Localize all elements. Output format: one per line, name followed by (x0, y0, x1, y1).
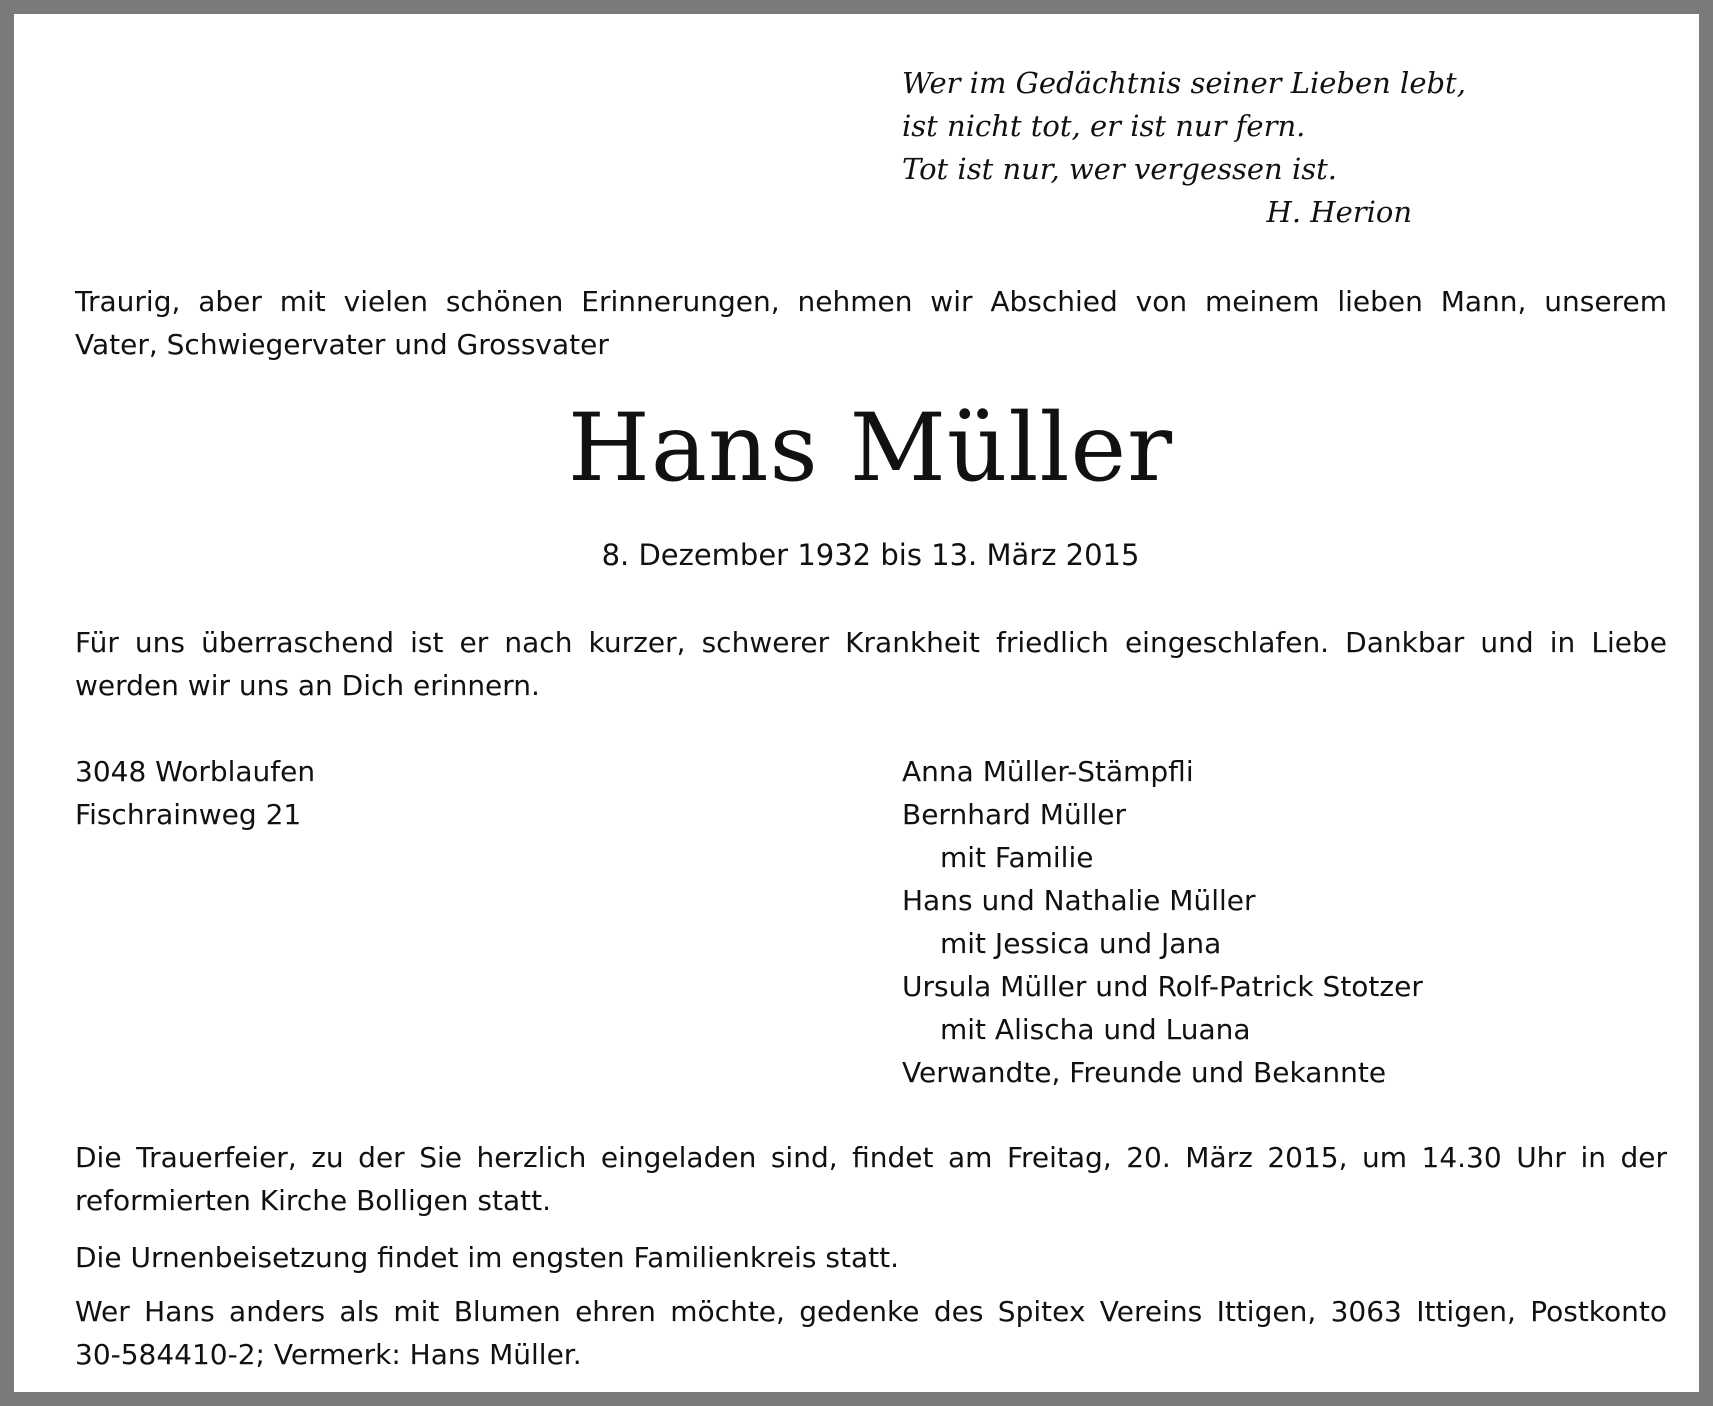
mourner-entry: Hans und Nathalie Müller (902, 884, 1256, 917)
mourner-entry: Anna Müller-Stämpfli (902, 755, 1194, 788)
life-dates: 8. Dezember 1932 bis 13. März 2015 (601, 538, 1140, 572)
motto-author: H. Herion (1266, 195, 1412, 229)
message-line-2: werden wir uns an Dich erinnern. (75, 669, 540, 702)
deceased-name: Hans Müller (567, 394, 1174, 503)
family-address (75, 750, 775, 836)
ceremony-notice (75, 1136, 1667, 1222)
mourner-subentry: mit Jessica und Jana (940, 927, 1222, 960)
mourners-list (902, 750, 1662, 1094)
intro-paragraph (75, 280, 1667, 366)
mourner-subentry: mit Familie (940, 841, 1094, 874)
motto-line: Tot ist nur, wer vergessen ist. (902, 152, 1337, 186)
ceremony-line-1: Die Trauerfeier, zu der Sie herzlich eingeladen sind, findet am Freitag, 20. März 2015, um 14.30 Uhr in der (75, 1141, 1667, 1174)
mourner-entry: Bernhard Müller (902, 798, 1126, 831)
address-city: 3048 Worblaufen (75, 755, 316, 788)
ceremony-line-2: reformierten Kirche Bolligen statt. (75, 1184, 551, 1217)
motto-line: ist nicht tot, er ist nur fern. (902, 109, 1306, 143)
mourner-entry: Verwandte, Freunde und Bekannte (902, 1056, 1387, 1089)
donation-line-1: Wer Hans anders als mit Blumen ehren möchte, gedenke des Spitex Vereins Ittigen, 3063 Ittigen, Postkonto (75, 1295, 1667, 1328)
motto-quote (902, 62, 1466, 234)
message-paragraph (75, 621, 1667, 707)
intro-line-2: Vater, Schwiegervater und Grossvater (75, 328, 609, 361)
donation-notice (75, 1290, 1667, 1376)
donation-line-2: 30-584410-2; Vermerk: Hans Müller. (75, 1338, 582, 1371)
motto-line: Wer im Gedächtnis seiner Lieben lebt, (902, 66, 1466, 100)
urn-notice: Die Urnenbeisetzung findet im engsten Familienkreis statt. (75, 1241, 900, 1274)
mourner-entry: Ursula Müller und Rolf-Patrick Stotzer (902, 970, 1423, 1003)
address-street: Fischrainweg 21 (75, 798, 302, 831)
message-line-1: Für uns überraschend ist er nach kurzer, schwerer Krankheit friedlich eingeschlafen. Dankbar und in Liebe (75, 626, 1667, 659)
mourner-subentry: mit Alischa und Luana (940, 1013, 1251, 1046)
intro-line-1: Traurig, aber mit vielen schönen Erinnerungen, nehmen wir Abschied von meinem lieben Mann, unserem (75, 285, 1667, 318)
